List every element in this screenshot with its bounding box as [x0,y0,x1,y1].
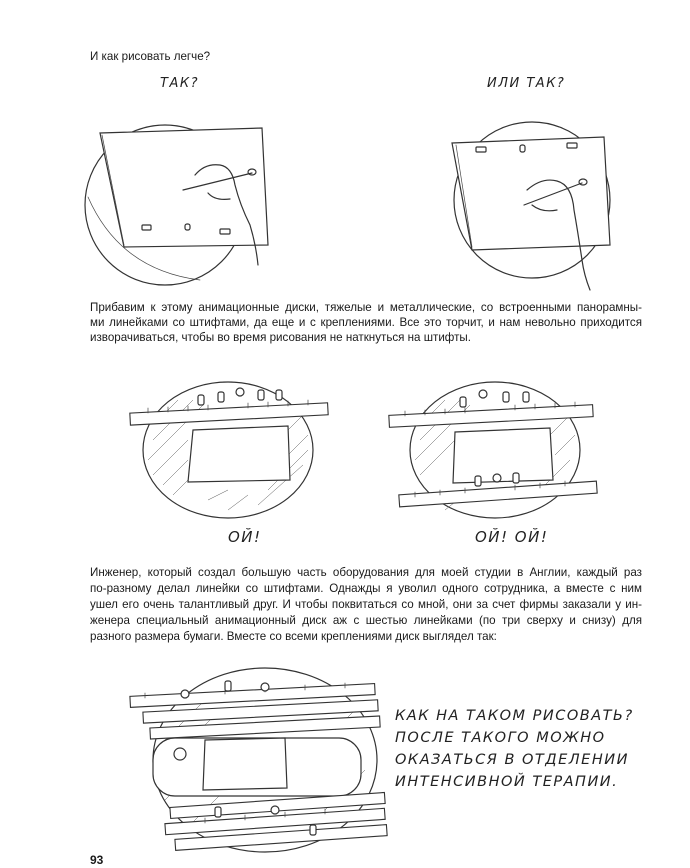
paragraph-2-line-3: ушел его очень талантливый друг. И чтобы поквитаться со мной, они за счет фирмы заказали у ин- [90,598,642,611]
note-line-2: ПОСЛЕ ТАКОГО МОЖНО [395,730,606,746]
paragraph-2-line-5: разного размера бумаги. Вместе со всеми креплениями диск выглядел так: [90,630,497,643]
sketch-disc-pegs-top [432,115,632,295]
sketch-disc-six-rulers [125,660,390,860]
page-number: 93 [90,853,104,867]
paragraph-2-line-2: по-разному делал линейки со штифтами. Однажды я уволил одного сотрудника, а вместе с ним [90,582,642,595]
intro-question: И как рисовать легче? [90,50,211,63]
paragraph-1-line-3: изворачиваться, чтобы во время рисования не наткнуться на штифты. [90,331,471,344]
paragraph-2-line-1: Инженер, который создал большую часть оборудования для моей студии в Англии, каждый раз [90,566,642,579]
sketch-disc-pegs-bottom [80,95,280,285]
paragraph-2-line-4: женера специальный анимационный диск аж с шестью линейками (по три сверху и снизу) для [90,614,642,627]
note-line-1: КАК НА ТАКОМ РИСОВАТЬ? [395,708,634,724]
caption-oy-oy: ОЙ! ОЙ! [475,528,549,546]
paragraph-1-line-2: ми линейками со штифтами, да еще и с креплениями. Все это торчит, и нам невольно приходится [90,316,642,329]
label-right-drawing: ИЛИ ТАК? [487,76,566,91]
caption-oy: ОЙ! [228,528,262,546]
sketch-disc-two-rulers [385,380,605,530]
sketch-disc-one-ruler [118,380,338,530]
label-left-drawing: ТАК? [160,76,199,91]
note-line-3: ОКАЗАТЬСЯ В ОТДЕЛЕНИИ [395,752,629,768]
paragraph-1-line-1: Прибавим к этому анимационные диски, тяжелые и металлические, со встроенными панорамны- [90,301,642,314]
note-line-4: ИНТЕНСИВНОЙ ТЕРАПИИ. [395,774,619,790]
